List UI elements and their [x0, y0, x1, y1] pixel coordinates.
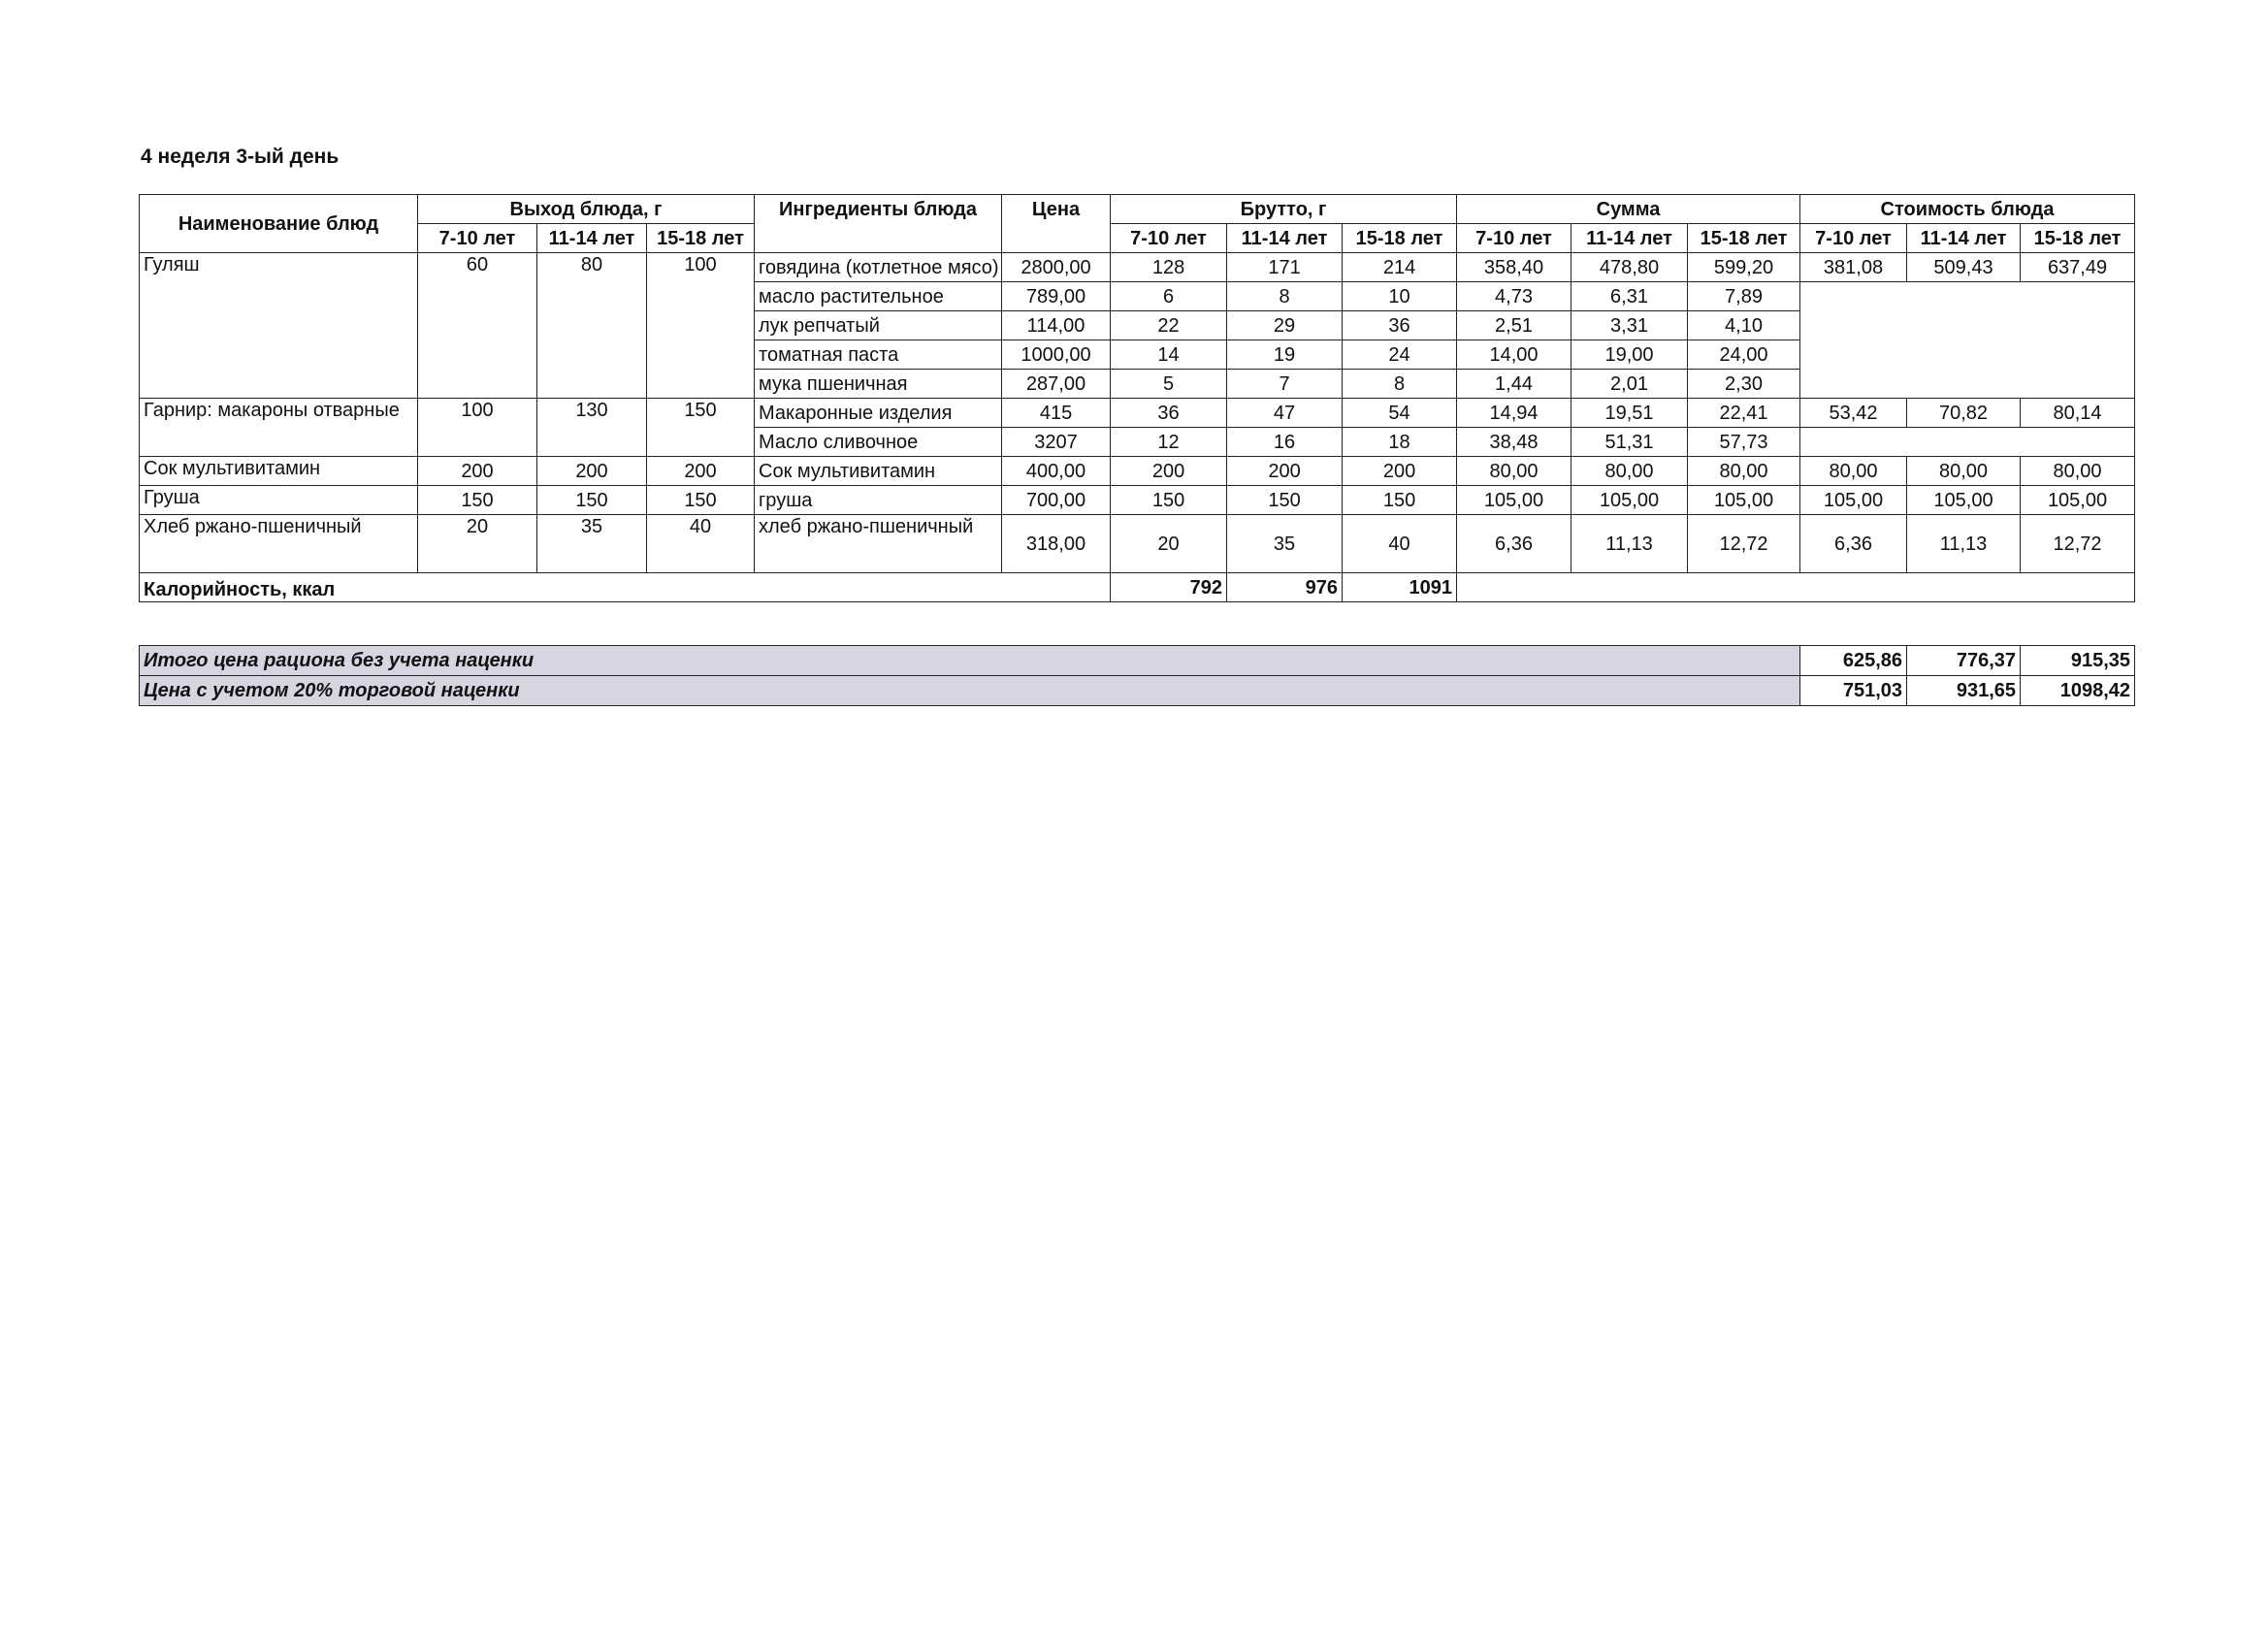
ingredient-brutto: 200	[1343, 457, 1457, 486]
ingredient-sum: 105,00	[1571, 486, 1688, 515]
dish-name: Груша	[140, 486, 418, 515]
dish-cost: 70,82	[1907, 399, 2021, 428]
ingredient-brutto: 20	[1111, 515, 1227, 573]
ingredient-brutto: 5	[1111, 370, 1227, 399]
header-ingredients-blank	[755, 224, 1002, 253]
table-row	[140, 515, 2135, 573]
dish-cost: 80,00	[1800, 457, 1907, 486]
ingredient-sum: 6,31	[1571, 282, 1688, 311]
table-row	[140, 457, 2135, 486]
total-value: 931,65	[1907, 676, 2021, 706]
total-value: 1098,42	[2021, 676, 2135, 706]
header-sum-age: 15-18 лет	[1688, 224, 1800, 253]
ingredient-name: груша	[755, 486, 1002, 515]
ingredient-name: хлеб ржано-пшеничный	[755, 515, 1002, 573]
ingredient-name: масло растительное	[755, 282, 1002, 311]
header-brutto-age: 15-18 лет	[1343, 224, 1457, 253]
ingredient-sum: 2,01	[1571, 370, 1688, 399]
total-row	[140, 676, 2135, 706]
total-value: 915,35	[2021, 646, 2135, 676]
ingredient-sum: 478,80	[1571, 253, 1688, 282]
cost-blank	[1800, 282, 2135, 399]
dish-cost: 53,42	[1800, 399, 1907, 428]
ingredient-name: Масло сливочное	[755, 428, 1002, 457]
dish-cost: 509,43	[1907, 253, 2021, 282]
ingredient-name: говядина (котлетное мясо)	[755, 253, 1002, 282]
table-row	[140, 253, 2135, 282]
dish-output: 150	[418, 486, 537, 515]
ingredient-price: 789,00	[1002, 282, 1111, 311]
ingredient-brutto: 19	[1227, 340, 1343, 370]
menu-table	[139, 194, 2135, 602]
ingredient-sum: 38,48	[1457, 428, 1571, 457]
dish-name: Гуляш	[140, 253, 418, 399]
ingredient-sum: 19,00	[1571, 340, 1688, 370]
header-output: Выход блюда, г	[418, 195, 755, 224]
ingredient-brutto: 200	[1111, 457, 1227, 486]
ingredient-sum: 105,00	[1457, 486, 1571, 515]
dish-output: 60	[418, 253, 537, 399]
total-row	[140, 646, 2135, 676]
dish-cost: 80,14	[2021, 399, 2135, 428]
dish-output: 150	[647, 486, 755, 515]
ingredient-sum: 14,00	[1457, 340, 1571, 370]
dish-output: 200	[537, 457, 647, 486]
dish-output: 200	[418, 457, 537, 486]
ingredient-brutto: 171	[1227, 253, 1343, 282]
header-output-age: 7-10 лет	[418, 224, 537, 253]
calories-blank	[1457, 573, 2135, 602]
dish-cost: 80,00	[2021, 457, 2135, 486]
dish-cost: 12,72	[2021, 515, 2135, 573]
ingredient-brutto: 40	[1343, 515, 1457, 573]
ingredient-sum: 599,20	[1688, 253, 1800, 282]
dish-name: Хлеб ржано-пшеничный	[140, 515, 418, 573]
ingredient-price: 415	[1002, 399, 1111, 428]
dish-output: 80	[537, 253, 647, 399]
ingredient-brutto: 128	[1111, 253, 1227, 282]
ingredient-name: лук репчатый	[755, 311, 1002, 340]
dish-output: 35	[537, 515, 647, 573]
ingredient-brutto: 150	[1111, 486, 1227, 515]
header-brutto-age: 11-14 лет	[1227, 224, 1343, 253]
ingredient-sum: 80,00	[1457, 457, 1571, 486]
dish-cost: 105,00	[2021, 486, 2135, 515]
ingredient-sum: 22,41	[1688, 399, 1800, 428]
table-row	[140, 399, 2135, 428]
dish-output: 40	[647, 515, 755, 573]
dish-output: 130	[537, 399, 647, 457]
ingredient-name: Сок мультивитамин	[755, 457, 1002, 486]
ingredient-sum: 51,31	[1571, 428, 1688, 457]
calories-value: 1091	[1343, 573, 1457, 602]
header-cost: Стоимость блюда	[1800, 195, 2135, 224]
header-cost-age: 11-14 лет	[1907, 224, 2021, 253]
dish-cost: 6,36	[1800, 515, 1907, 573]
dish-name: Сок мультивитамин	[140, 457, 418, 486]
dish-cost: 637,49	[2021, 253, 2135, 282]
header-cost-age: 7-10 лет	[1800, 224, 1907, 253]
header-ingredients: Ингредиенты блюда	[755, 195, 1002, 224]
header-price: Цена	[1002, 195, 1111, 224]
header-row-1	[140, 195, 2135, 224]
ingredient-sum: 6,36	[1457, 515, 1571, 573]
dish-output: 150	[537, 486, 647, 515]
ingredient-name: Макаронные изделия	[755, 399, 1002, 428]
ingredient-brutto: 29	[1227, 311, 1343, 340]
dish-cost: 80,00	[1907, 457, 2021, 486]
ingredient-price: 2800,00	[1002, 253, 1111, 282]
ingredient-brutto: 8	[1227, 282, 1343, 311]
ingredient-sum: 80,00	[1571, 457, 1688, 486]
total-value: 625,86	[1800, 646, 1907, 676]
ingredient-brutto: 54	[1343, 399, 1457, 428]
table-row	[140, 486, 2135, 515]
calories-value: 976	[1227, 573, 1343, 602]
dish-cost: 105,00	[1907, 486, 2021, 515]
ingredient-sum: 2,51	[1457, 311, 1571, 340]
page-title: 4 неделя 3-ый день	[141, 146, 340, 168]
dish-cost: 11,13	[1907, 515, 2021, 573]
ingredient-brutto: 22	[1111, 311, 1227, 340]
dish-name: Гарнир: макароны отварные	[140, 399, 418, 457]
ingredient-brutto: 214	[1343, 253, 1457, 282]
ingredient-sum: 2,30	[1688, 370, 1800, 399]
ingredient-sum: 24,00	[1688, 340, 1800, 370]
ingredient-price: 700,00	[1002, 486, 1111, 515]
ingredient-brutto: 7	[1227, 370, 1343, 399]
dish-output: 150	[647, 399, 755, 457]
ingredient-brutto: 35	[1227, 515, 1343, 573]
ingredient-brutto: 200	[1227, 457, 1343, 486]
ingredient-brutto: 14	[1111, 340, 1227, 370]
ingredient-brutto: 47	[1227, 399, 1343, 428]
ingredient-sum: 11,13	[1571, 515, 1688, 573]
header-name: Наименование блюд	[140, 195, 418, 253]
cost-blank	[1800, 428, 2135, 457]
ingredient-brutto: 150	[1227, 486, 1343, 515]
ingredient-price: 1000,00	[1002, 340, 1111, 370]
ingredient-brutto: 16	[1227, 428, 1343, 457]
ingredient-brutto: 8	[1343, 370, 1457, 399]
header-row-2	[140, 224, 2135, 253]
ingredient-price: 400,00	[1002, 457, 1111, 486]
dish-output: 20	[418, 515, 537, 573]
ingredient-sum: 14,94	[1457, 399, 1571, 428]
ingredient-price: 114,00	[1002, 311, 1111, 340]
ingredient-price: 318,00	[1002, 515, 1111, 573]
ingredient-sum: 3,31	[1571, 311, 1688, 340]
calories-value: 792	[1111, 573, 1227, 602]
ingredient-sum: 57,73	[1688, 428, 1800, 457]
ingredient-brutto: 150	[1343, 486, 1457, 515]
ingredient-brutto: 36	[1111, 399, 1227, 428]
header-brutto-age: 7-10 лет	[1111, 224, 1227, 253]
ingredient-sum: 1,44	[1457, 370, 1571, 399]
ingredient-sum: 4,10	[1688, 311, 1800, 340]
ingredient-sum: 358,40	[1457, 253, 1571, 282]
ingredient-brutto: 18	[1343, 428, 1457, 457]
total-value: 751,03	[1800, 676, 1907, 706]
total-label: Итого цена рациона без учета наценки	[140, 646, 1800, 676]
total-label: Цена с учетом 20% торговой наценки	[140, 676, 1800, 706]
ingredient-sum: 19,51	[1571, 399, 1688, 428]
dish-cost: 105,00	[1800, 486, 1907, 515]
ingredient-brutto: 12	[1111, 428, 1227, 457]
dish-output: 100	[647, 253, 755, 399]
header-sum-age: 11-14 лет	[1571, 224, 1688, 253]
ingredient-brutto: 24	[1343, 340, 1457, 370]
ingredient-brutto: 36	[1343, 311, 1457, 340]
calories-label: Калорийность, ккал	[140, 573, 1111, 602]
calories-row	[140, 573, 2135, 602]
ingredient-sum: 4,73	[1457, 282, 1571, 311]
ingredient-price: 3207	[1002, 428, 1111, 457]
header-cost-age: 15-18 лет	[2021, 224, 2135, 253]
ingredient-name: томатная паста	[755, 340, 1002, 370]
header-brutto: Брутто, г	[1111, 195, 1457, 224]
header-price-blank	[1002, 224, 1111, 253]
ingredient-sum: 7,89	[1688, 282, 1800, 311]
header-output-age: 11-14 лет	[537, 224, 647, 253]
ingredient-sum: 12,72	[1688, 515, 1800, 573]
total-value: 776,37	[1907, 646, 2021, 676]
header-sum: Сумма	[1457, 195, 1800, 224]
ingredient-brutto: 10	[1343, 282, 1457, 311]
header-sum-age: 7-10 лет	[1457, 224, 1571, 253]
ingredient-sum: 80,00	[1688, 457, 1800, 486]
ingredient-price: 287,00	[1002, 370, 1111, 399]
dish-cost: 381,08	[1800, 253, 1907, 282]
totals-table	[139, 645, 2135, 706]
dish-output: 200	[647, 457, 755, 486]
ingredient-sum: 105,00	[1688, 486, 1800, 515]
ingredient-name: мука пшеничная	[755, 370, 1002, 399]
header-output-age: 15-18 лет	[647, 224, 755, 253]
dish-output: 100	[418, 399, 537, 457]
ingredient-brutto: 6	[1111, 282, 1227, 311]
